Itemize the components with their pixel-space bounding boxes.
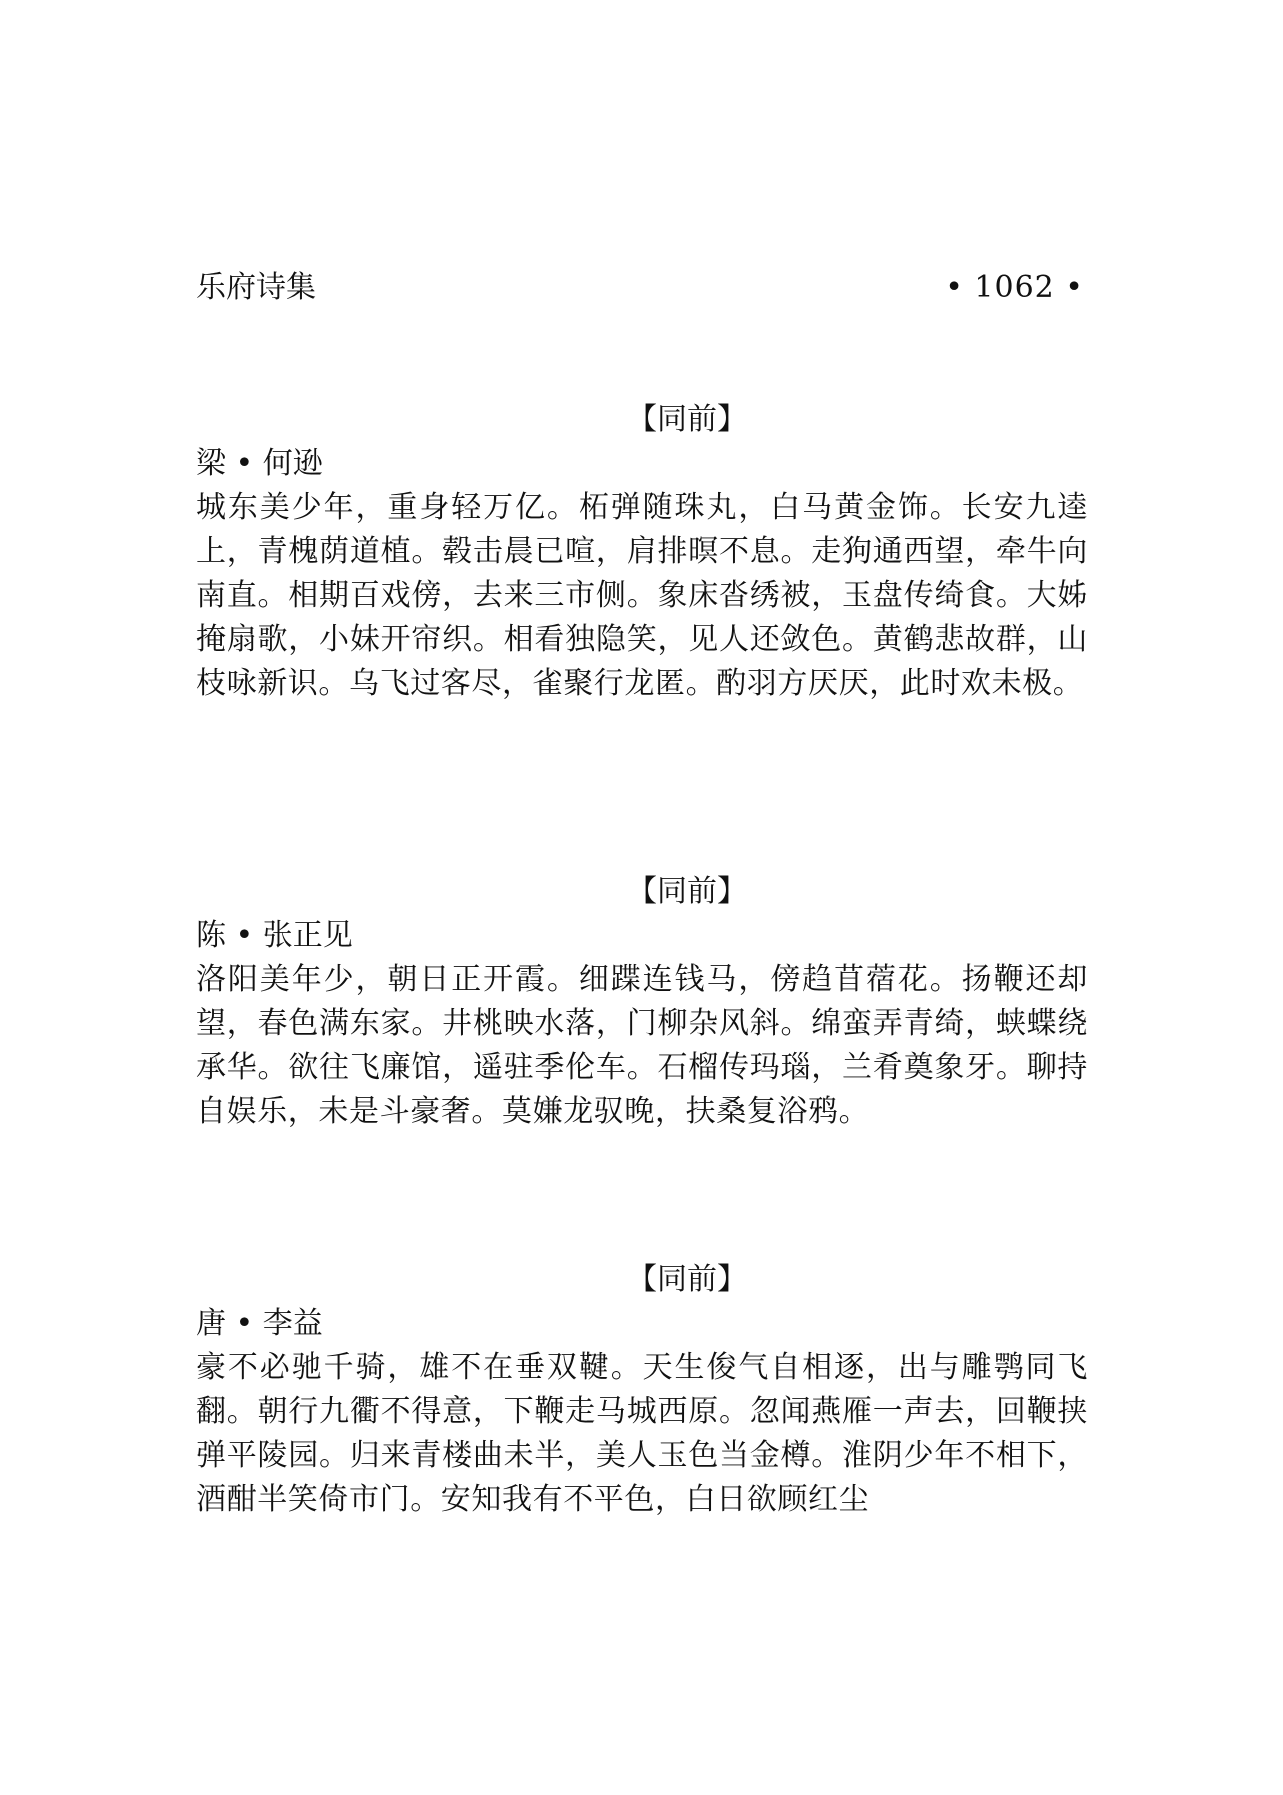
poem-section-3 [196, 1258, 1088, 1522]
poem-author: 陈 • 张正见 [196, 918, 353, 953]
poem-text: 洛阳美年少，朝日正开霞。细蹀连钱马，傍趋苜蓿花。扬鞭还却望，春色满东家。井桃映水落，门柳杂风斜。绵蛮弄青绮，蛱蝶绕承华。欲往飞廉馆，遥驻季伦车。石榴传玛瑙，兰肴奠象牙。聊持自娱乐，未是斗豪奢。莫嫌龙驭晚，扶桑复浴鸦。 [196, 962, 1088, 1129]
poem-text: 城东美少年，重身轻万亿。柘弹随珠丸，白马黄金饰。长安九逵上，青槐荫道植。毂击晨已喧，肩排暝不息。走狗通西望，牵牛向南直。相期百戏傍，去来三市侧。象床沓绣被，玉盘传绮食。大姊掩扇歌，小妹开帘织。相看独隐笑，见人还敛色。黄鹤悲故群，山枝咏新识。乌飞过客尽，雀聚行龙匿。酌羽方厌厌，此时欢未极。 [196, 490, 1088, 701]
book-title: 乐府诗集 [196, 270, 316, 305]
poem-section-2 [196, 870, 1088, 1134]
poem-author: 唐 • 李益 [196, 1306, 323, 1341]
page-number: • 1062 • [945, 270, 1084, 305]
section-title: 【同前】 [627, 402, 747, 437]
poem-author: 梁 • 何逊 [196, 446, 323, 481]
section-title: 【同前】 [627, 874, 747, 909]
section-title: 【同前】 [627, 1262, 747, 1297]
poem-text: 豪不必驰千骑，雄不在垂双鞬。天生俊气自相逐，出与雕鹗同飞翻。朝行九衢不得意，下鞭走马城西原。忽闻燕雁一声去，回鞭挟弹平陵园。归来青楼曲未半，美人玉色当金樽。淮阴少年不相下，酒酣半笑倚市门。安知我有不平色，白日欲顾红尘 [196, 1350, 1088, 1517]
poem-section-1 [196, 398, 1088, 706]
page-header [196, 268, 1084, 308]
